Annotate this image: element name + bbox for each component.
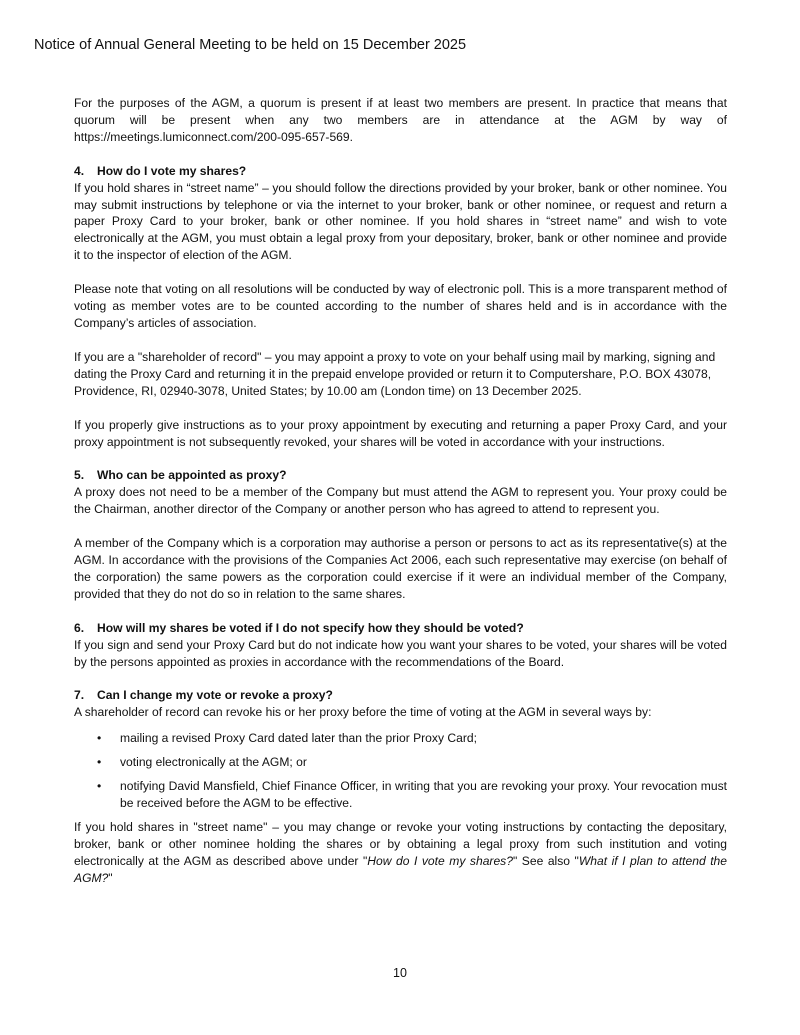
bullet-icon: • — [97, 731, 102, 746]
page-header-title: Notice of Annual General Meeting to be held on 15 December 2025 — [34, 37, 467, 53]
section-4-number: 4. — [74, 163, 85, 178]
list-item-text: mailing a revised Proxy Card dated later than the prior Proxy Card; — [120, 731, 477, 746]
section-6-title: How will my shares be voted if I do not specify how they should be voted? — [97, 620, 524, 635]
section-4-heading — [74, 163, 727, 180]
cross-reference-vote-shares: How do I vote my shares? — [367, 853, 513, 868]
page-number: 10 — [393, 966, 407, 980]
section-7-title: Can I change my vote or revoke a proxy? — [97, 688, 333, 703]
list-item — [74, 778, 727, 812]
section-4-title: How do I vote my shares? — [97, 163, 247, 178]
section-4-paragraph-4: If you properly give instructions as to your proxy appointment by executing and returning a paper Proxy Card, and your proxy appointment is not subsequently revoked, your shares will be voted in accordance with your instructions. — [74, 417, 727, 449]
section-5-heading — [74, 467, 727, 484]
document-body — [74, 95, 727, 887]
cross-reference-attend-agm: What if I plan to attend the AGM? — [74, 853, 728, 885]
list-item — [74, 730, 727, 747]
section-7-number: 7. — [74, 688, 85, 703]
section-6-paragraph-1: If you sign and send your Proxy Card but do not indicate how you want your shares to be voted, your shares will be voted by the persons appointed as proxies in accordance with the recommendations of the Board. — [74, 637, 727, 669]
section-7-paragraph-2-text: If you hold shares in "street name" – you may change or revoke your voting instructions by contacting the depositary, broker, bank or other nominee holding the shares or by obtaining a legal proxy from such institution and voting electronically at the AGM as described above under " — [74, 819, 727, 868]
section-4-paragraph-2: Please note that voting on all resolutions will be conducted by way of electronic poll. This is a more transparent method of voting as member votes are to be counted according to the number of shares held and is in accordance with the Company’s articles of association. — [74, 282, 727, 330]
section-5-number: 5. — [74, 468, 85, 483]
section-5-paragraph-2: A member of the Company which is a corporation may authorise a person or persons to act as its representative(s) at the AGM. In accordance with the provisions of the Companies Act 2006, each such representative may exercise (on behalf of the corporation) the same powers as the corporation could exercise if it were an individual member of the Company, provided that they do not do so in relation to the same shares. — [74, 536, 727, 601]
quorum-paragraph: For the purposes of the AGM, a quorum is present if at least two members are present. In practice that means that quorum will be present when any two members are in attendance at the AGM by way of https://meetings.lumiconnect.com/200-095-657-569. — [74, 96, 727, 144]
section-7-paragraph-2 — [74, 819, 727, 887]
section-4-paragraph-1: If you hold shares in “street name” – you should follow the directions provided by your broker, bank or other nominee. You may submit instructions by telephone or via the internet to your broker, bank or other nominee, or request and return a paper Proxy Card to your broker, bank or other nominee. If you hold shares in “street name” and wish to vote electronically at the AGM, you must obtain a legal proxy from your depositary, broker, bank or other nominee and provide it to the inspector of election of the AGM. — [74, 180, 727, 263]
revocation-methods-list — [74, 730, 727, 812]
list-item — [74, 754, 727, 771]
section-4-paragraph-3: If you are a "shareholder of record" – you may appoint a proxy to vote on your behalf using mail by marking, signing and dating the Proxy Card and returning it in the prepaid envelope provided or return it to Computershare, P.O. BOX 43078, Providence, RI, 02940-3078, United States; by 10.00 am (London time) on 13 December 2025. — [74, 349, 716, 398]
section-5-paragraph-1: A proxy does not need to be a member of the Company but must attend the AGM to represent you. Your proxy could be the Chairman, another director of the Company or another person who has agreed to attend to represent you. — [74, 485, 727, 517]
list-item-text: notifying David Mansfield, Chief Finance Officer, in writing that you are revoking your proxy. Your revocation must be received before the AGM to be effective. — [120, 779, 727, 810]
section-7-paragraph-2-mid: " See also " — [512, 853, 579, 868]
section-5-title: Who can be appointed as proxy? — [97, 468, 287, 483]
section-7-paragraph-2-end: " — [108, 870, 113, 885]
section-6-heading — [74, 620, 727, 637]
section-7-paragraph-1: A shareholder of record can revoke his or her proxy before the time of voting at the AGM in several ways by: — [74, 705, 652, 720]
list-item-text: voting electronically at the AGM; or — [120, 755, 307, 770]
bullet-icon: • — [97, 755, 102, 770]
bullet-icon: • — [97, 779, 102, 794]
section-6-number: 6. — [74, 620, 85, 635]
section-7-heading — [74, 687, 727, 704]
